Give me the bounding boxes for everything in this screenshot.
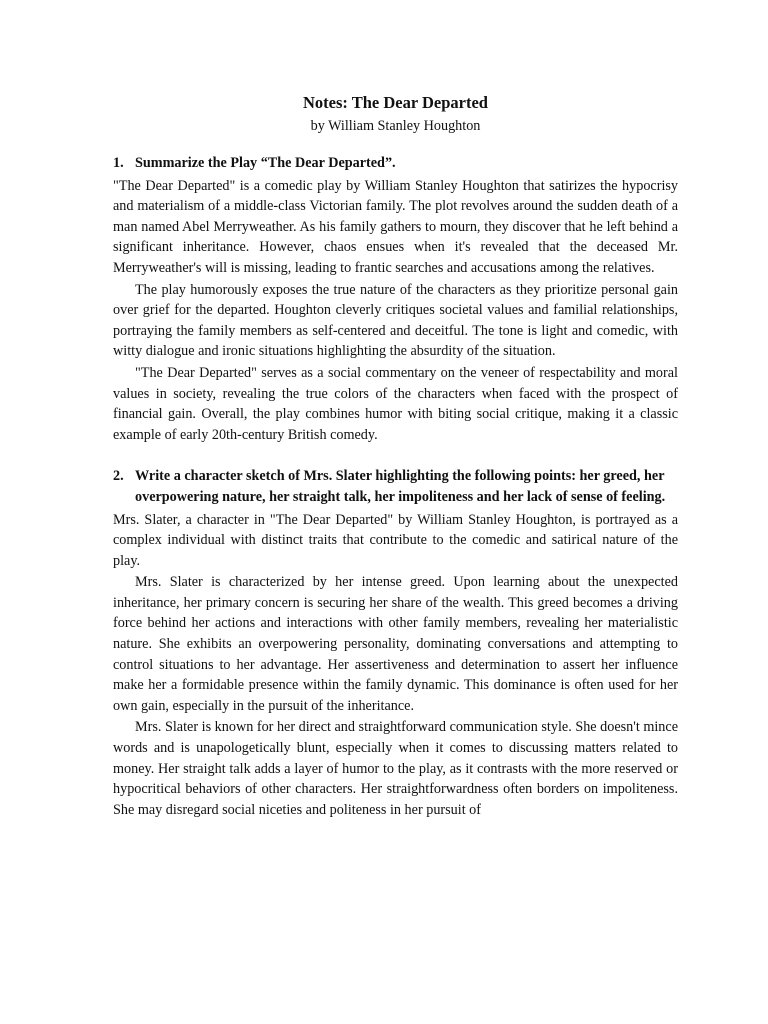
question-number: 1. bbox=[113, 155, 124, 171]
paragraph: Mrs. Slater is characterized by her intense greed. Upon learning about the unexpected inheritance, her primary concern is securing her share of the wealth. This greed becomes a driving force behind her actions and interactions with other family members, revealing her materialistic nature. She exhibits an overpowering personality, dominating conversations and attempting to control situations to her advantage. Her assertiveness and determination to assert her influence make her a formidable presence within the family dynamic. This dominance is often used for her own gain, especially in the pursuit of the inheritance. bbox=[113, 574, 678, 714]
page-title: Notes: The Dear Departed bbox=[303, 93, 488, 112]
paragraph: "The Dear Departed" is a comedic play by William Stanley Houghton that satirizes the hypocrisy and materialism of a middle-class Victorian family. The plot revolves around the sudden death of a man named Abel Merryweather. As his family gathers to mourn, they discover that he left behind a significant inheritance. However, chaos ensues when it's revealed that the deceased Mr. Merryweather's will is missing, leading to frantic searches and accusations among the relatives. bbox=[113, 177, 678, 276]
question-heading bbox=[113, 153, 678, 174]
paragraph: Mrs. Slater is known for her direct and straightforward communication style. She doesn't mince words and is unapologetically blunt, especially when it comes to discussing matters related to money. Her straight talk adds a layer of humor to the play, as it contrasts with the more reserved or hypocritical behaviors of other characters. Her straightforwardness often borders on impoliteness. She may disregard social niceties and politeness in her pursuit of bbox=[113, 719, 678, 818]
author-line: by William Stanley Houghton bbox=[310, 118, 481, 134]
paragraph: The play humorously exposes the true nature of the characters as they prioritize personal gain over grief for the departed. Houghton cleverly critiques societal values and familial relationships, portraying the family members as self-centered and deceitful. The tone is light and comedic, with witty dialogue and ironic situations highlighting the absurdity of the situation. bbox=[113, 281, 678, 360]
question-heading bbox=[113, 466, 678, 507]
question-text: Summarize the Play “The Dear Departed”. bbox=[135, 155, 396, 171]
paragraph: "The Dear Departed" serves as a social commentary on the veneer of respectability and moral values in society, revealing the true colors of the characters when faced with the prospect of financial gain. Overall, the play combines humor with biting social critique, making it a classic example of early 20th-century British comedy. bbox=[113, 364, 678, 443]
question-text: Write a character sketch of Mrs. Slater highlighting the following points: her greed, her overpowering nature, her straight talk, her impoliteness and her lack of sense of feeling. bbox=[135, 468, 666, 505]
section-1 bbox=[113, 153, 678, 445]
question-number: 2. bbox=[113, 468, 124, 485]
document-page bbox=[113, 92, 678, 821]
section-2 bbox=[113, 466, 678, 820]
paragraph: Mrs. Slater, a character in "The Dear Departed" by William Stanley Houghton, is portrayed as a complex individual with distinct traits that contribute to the comedic and satirical nature of the play. bbox=[113, 511, 678, 569]
